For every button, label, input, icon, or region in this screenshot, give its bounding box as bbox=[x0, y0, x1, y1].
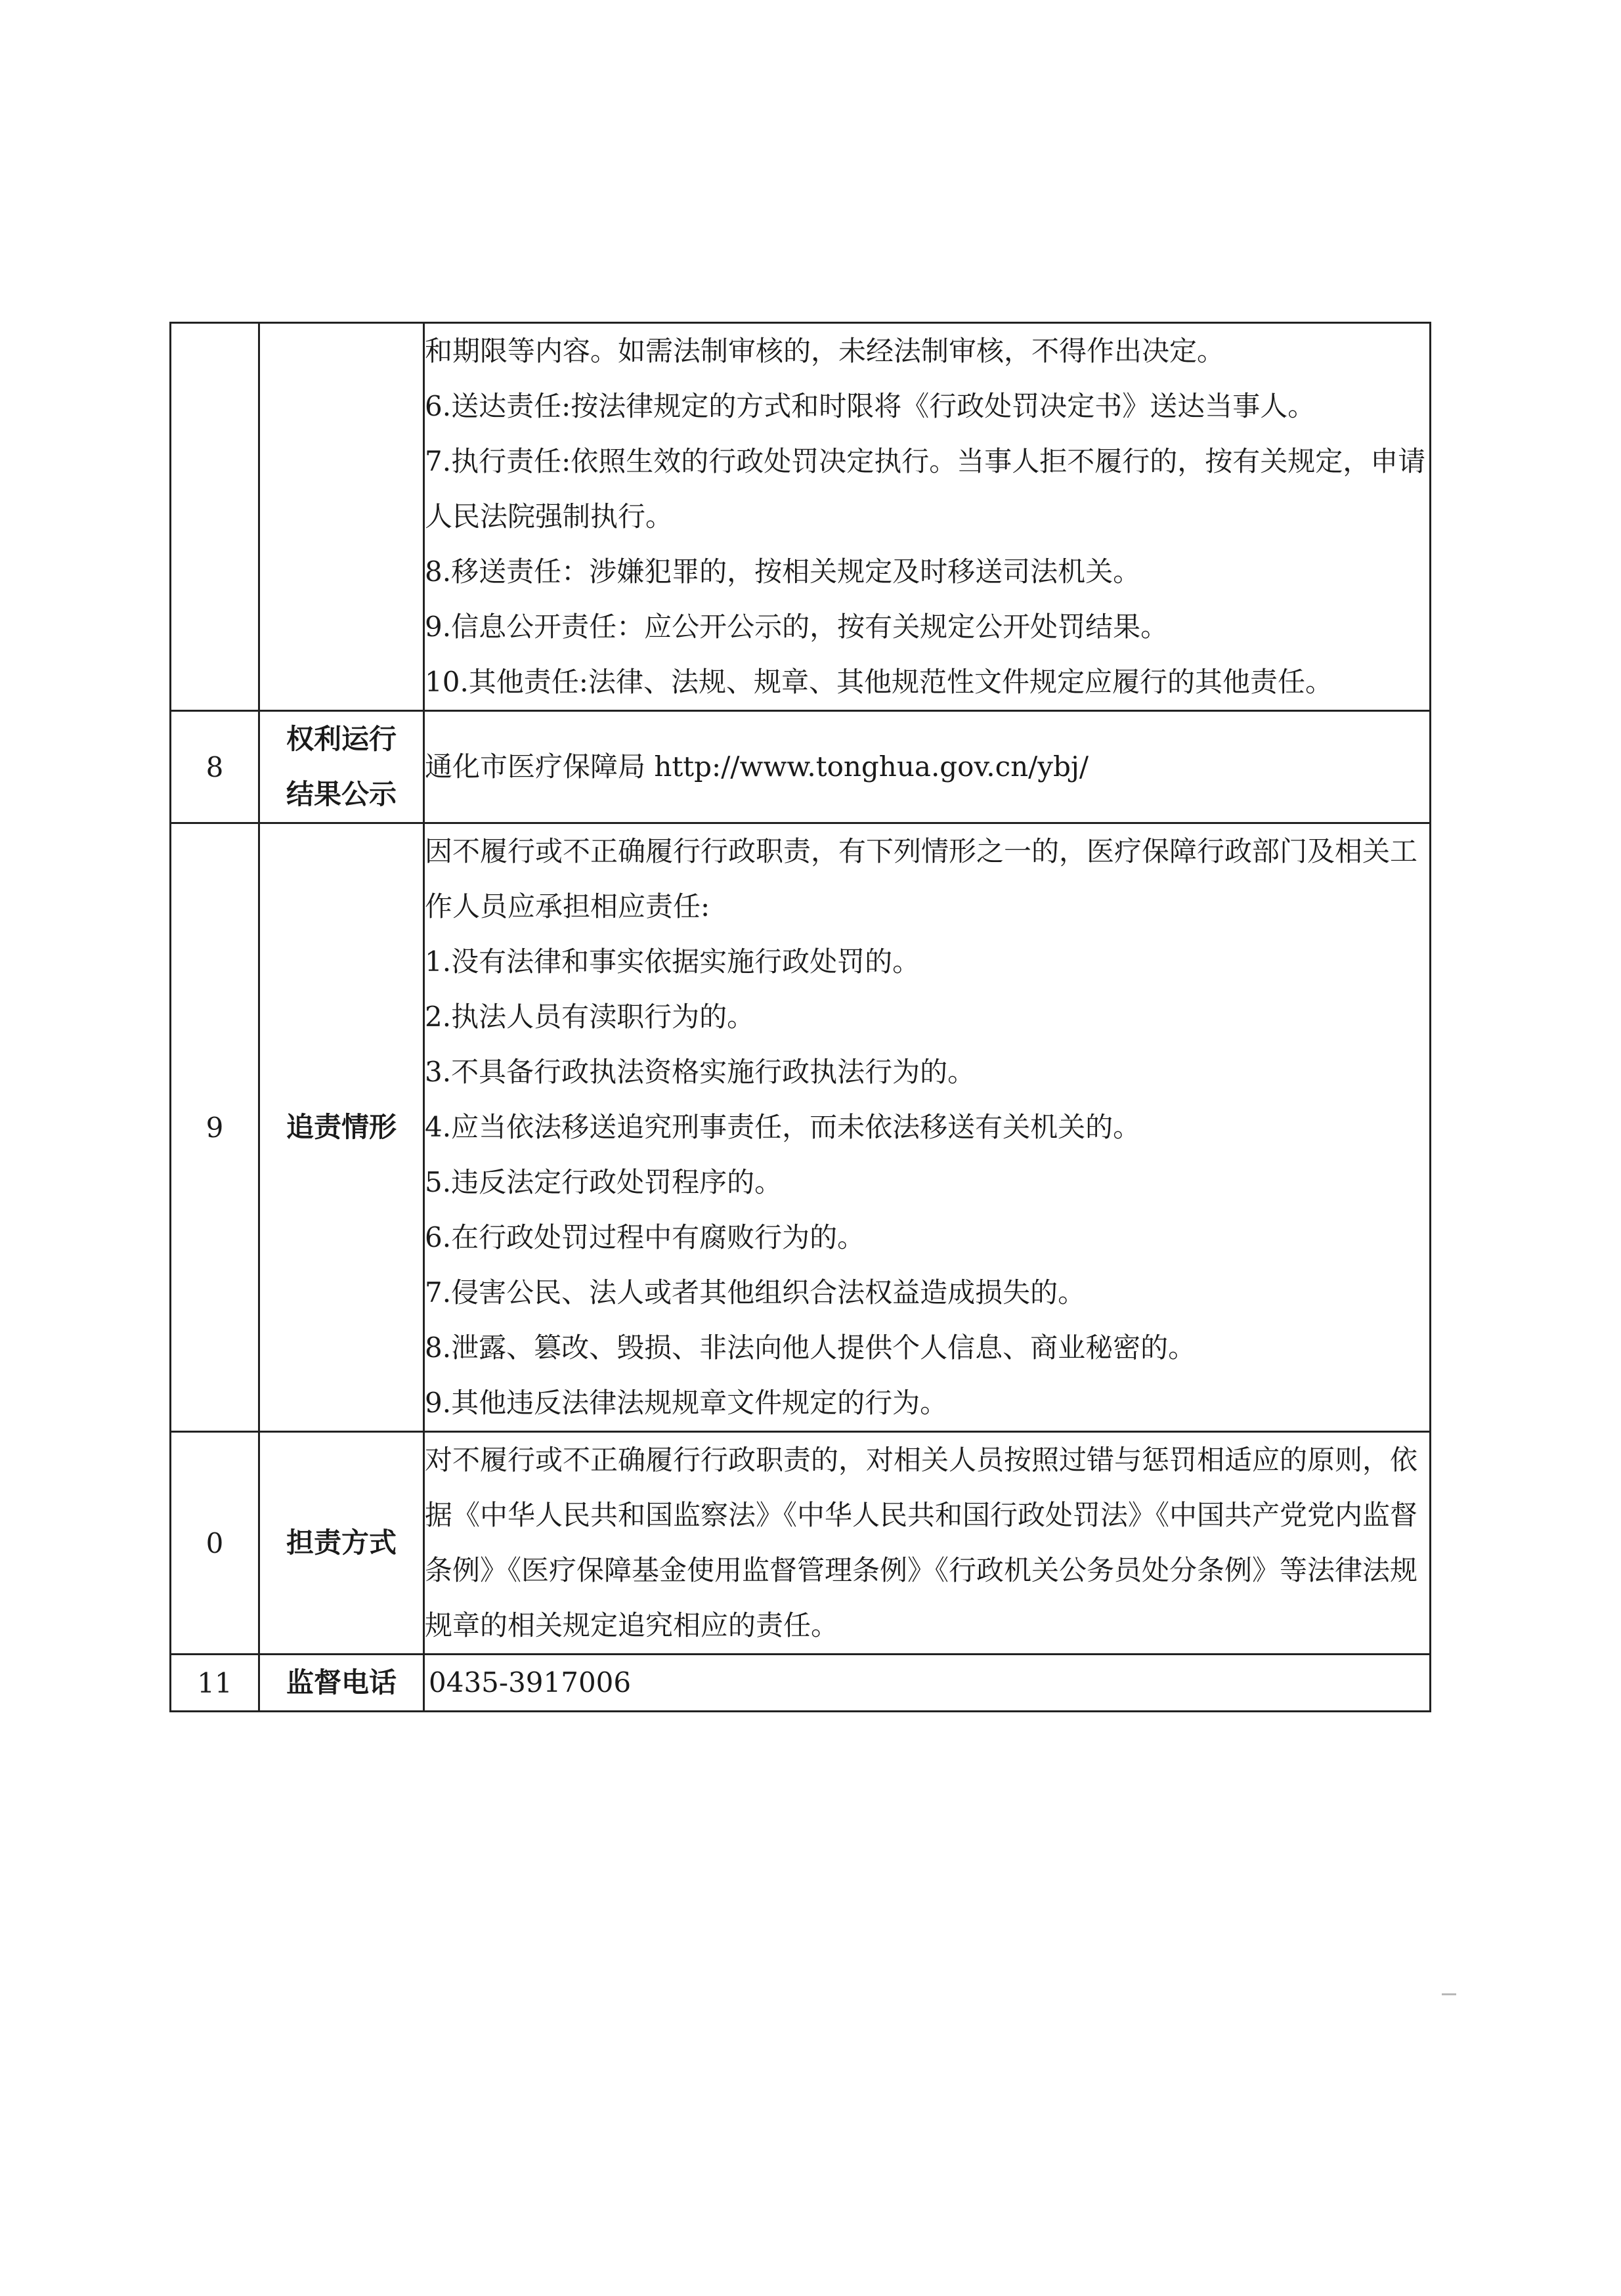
row-number-cell bbox=[171, 323, 259, 711]
row-number: 8 bbox=[171, 711, 259, 823]
heading-line: 追责情形 bbox=[286, 1111, 397, 1143]
paragraph: 9.信息公开责任：应公开公示的，按有关规定公开处罚结果。 bbox=[425, 611, 1169, 643]
paragraph: 8.泄露、篡改、毁损、非法向他人提供个人信息、商业秘密的。 bbox=[425, 1332, 1196, 1364]
paragraph: 7.执行责任:依照生效的行政处罚决定执行。当事人拒不履行的，按有关规定，申请人民法院强制执行。 bbox=[425, 445, 1426, 532]
paragraph: 6.在行政处罚过程中有腐败行为的。 bbox=[425, 1221, 865, 1253]
paragraph: 6.送达责任:按法律规定的方式和时限将《行政处罚决定书》送达当事人。 bbox=[425, 390, 1316, 422]
row-heading bbox=[259, 1655, 424, 1712]
row-content-cell bbox=[424, 323, 1431, 711]
paragraph: 7.侵害公民、法人或者其他组织合法权益造成损失的。 bbox=[425, 1276, 1086, 1309]
row-number: 11 bbox=[171, 1655, 259, 1712]
paragraph: 9.其他违反法律法规规章文件规定的行为。 bbox=[425, 1387, 948, 1419]
heading-line: 监督电话 bbox=[286, 1666, 397, 1699]
paragraph: 1.没有法律和事实依据实施行政处罚的。 bbox=[425, 945, 920, 978]
website-text: 通化市医疗保障局 http://www.tonghua.gov.cn/ybj/ bbox=[425, 750, 1089, 783]
row-heading bbox=[259, 823, 424, 1432]
table-row-responsibilities bbox=[171, 323, 1431, 711]
paragraph: 8.移送责任：涉嫌犯罪的，按相关规定及时移送司法机关。 bbox=[425, 555, 1141, 588]
row-heading bbox=[259, 711, 424, 823]
scan-mark bbox=[1442, 1993, 1456, 1995]
paragraph: 和期限等内容。如需法制审核的，未经法制审核，不得作出决定。 bbox=[425, 335, 1225, 367]
paragraph: 5.违反法定行政处罚程序的。 bbox=[425, 1166, 783, 1198]
paragraph: 10.其他责任:法律、法规、规章、其他规范性文件规定应履行的其他责任。 bbox=[425, 666, 1333, 698]
phone-number: 0435-3917006 bbox=[429, 1666, 632, 1699]
row-content-cell bbox=[424, 1432, 1431, 1655]
table-row-result-disclosure bbox=[171, 711, 1431, 823]
responsibility-table bbox=[169, 322, 1431, 1712]
row-heading bbox=[259, 1432, 424, 1655]
paragraph: 3.不具备行政执法资格实施行政执法行为的。 bbox=[425, 1056, 976, 1088]
row-number: 9 bbox=[171, 823, 259, 1432]
row-content-cell bbox=[424, 711, 1431, 823]
table-row-supervision-phone bbox=[171, 1655, 1431, 1712]
table-row-accountability-method bbox=[171, 1432, 1431, 1655]
paragraph: 4.应当依法移送追究刑事责任，而未依法移送有关机关的。 bbox=[425, 1111, 1141, 1143]
row-number: 0 bbox=[171, 1432, 259, 1655]
paragraph: 2.执法人员有渎职行为的。 bbox=[425, 1001, 755, 1033]
paragraph: 对不履行或不正确履行行政职责的，对相关人员按照过错与惩罚相适应的原则，依据《中华人民共和国监察法》《中华人民共和国行政处罚法》《中国共产党党内监督条例》《医疗保障基金使用监督管理条例》《行政机关公务员处分条例》等法律法规规章的相关规定追究相应的责任。 bbox=[425, 1444, 1418, 1641]
row-content-cell bbox=[424, 823, 1431, 1432]
row-heading-cell bbox=[259, 323, 424, 711]
row-content-cell bbox=[424, 1655, 1431, 1712]
paragraph: 因不履行或不正确履行行政职责，有下列情形之一的，医疗保障行政部门及相关工作人员应承担相应责任: bbox=[425, 835, 1418, 922]
heading-line: 权利运行 bbox=[286, 723, 397, 755]
table-row-accountability-cases bbox=[171, 823, 1431, 1432]
heading-line: 担责方式 bbox=[286, 1527, 397, 1559]
heading-line: 结果公示 bbox=[286, 778, 397, 810]
